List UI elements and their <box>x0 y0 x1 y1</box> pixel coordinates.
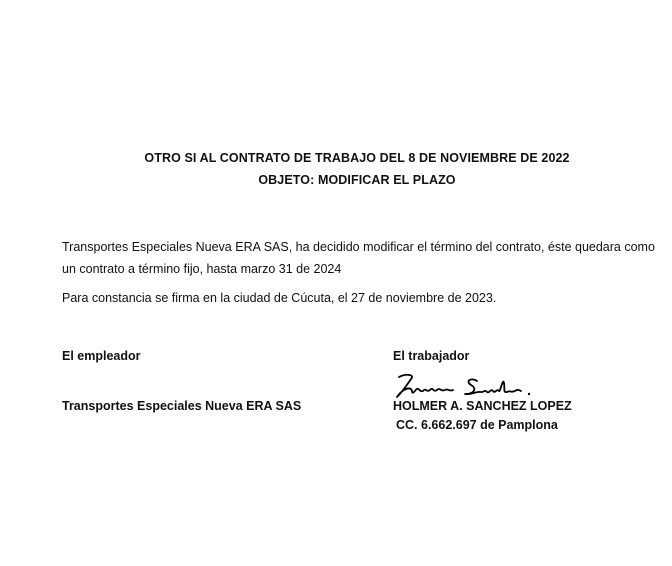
body-paragraph-2: Para constancia se firma en la ciudad de Cúcuta, el 27 de noviembre de 2023. <box>62 291 497 305</box>
worker-role-label: El trabajador <box>393 349 470 363</box>
body-paragraph-1: Transportes Especiales Nueva ERA SAS, ha decidido modificar el término del contrato, éste quedara como un contrato a término fijo, hasta marzo 31 de 2024 <box>62 240 655 276</box>
signature-icon <box>393 371 538 401</box>
worker-name: HOLMER A. SANCHEZ LOPEZ <box>393 399 572 413</box>
employer-role-label: El empleador <box>62 349 141 363</box>
document-subtitle: OBJETO: MODIFICAR EL PLAZO <box>258 173 456 187</box>
document-title: OTRO SI AL CONTRATO DE TRABAJO DEL 8 DE NOVIEMBRE DE 2022 <box>144 151 570 165</box>
worker-id-line: CC. 6.662.697 de Pamplona <box>396 418 558 432</box>
employer-name: Transportes Especiales Nueva ERA SAS <box>62 399 302 413</box>
